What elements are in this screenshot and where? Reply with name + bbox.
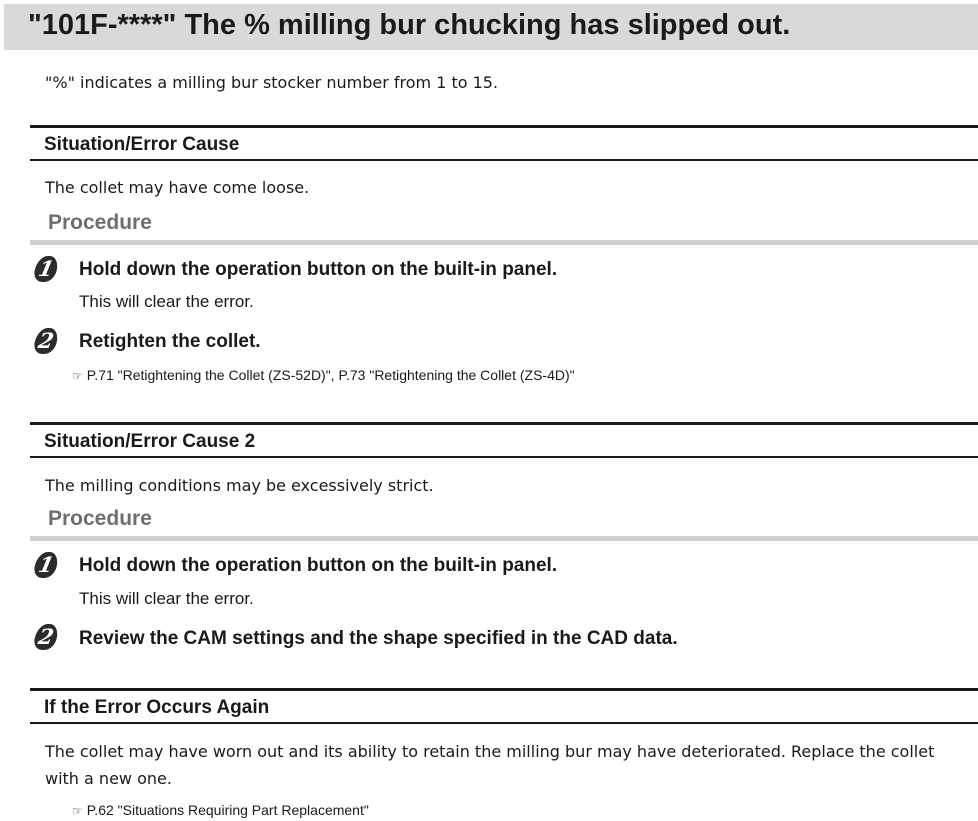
section-heading-text: If the Error Occurs Again xyxy=(44,697,270,718)
section-heading-cause-2 xyxy=(30,422,978,458)
section-heading-text: Situation/Error Cause xyxy=(44,134,240,155)
section-heading-text: Situation/Error Cause 2 xyxy=(44,431,256,452)
intro-note: "%" indicates a milling bur stocker number from 1 to 15. xyxy=(45,73,499,92)
step-title: Retighten the collet. xyxy=(79,331,261,352)
section-heading-cause-1 xyxy=(30,125,978,161)
step-title: Hold down the operation button on the built-in panel. xyxy=(79,555,558,576)
step-number-icon: 2 xyxy=(32,624,60,650)
recurrence-text: The collet may have worn out and its ability to retain the milling bur may have deteriorated. Replace the collet with a new one. xyxy=(45,742,935,788)
procedure-label: Procedure xyxy=(48,211,152,234)
procedure-rule xyxy=(30,536,978,541)
reference-link[interactable] xyxy=(72,802,369,818)
step-title: Review the CAM settings and the shape specified in the CAD data. xyxy=(79,628,678,649)
reference-link[interactable] xyxy=(72,367,575,383)
reference-text: P.71 "Retightening the Collet (ZS-52D)", P.73 "Retightening the Collet (ZS-4D)" xyxy=(86,367,575,383)
step-number-icon: 1 xyxy=(32,256,60,282)
pointing-hand-icon: ☞ xyxy=(72,804,83,818)
pointing-hand-icon: ☞ xyxy=(72,369,83,383)
cause-text: The collet may have come loose. xyxy=(45,178,310,197)
step-number-icon: 1 xyxy=(32,552,60,578)
reference-text: P.62 "Situations Requiring Part Replacement" xyxy=(86,802,369,818)
procedure-label: Procedure xyxy=(48,507,152,530)
step-description: This will clear the error. xyxy=(79,292,254,311)
section-heading-recurrence xyxy=(30,688,978,724)
step-title: Hold down the operation button on the built-in panel. xyxy=(79,259,558,280)
step-number-icon: 2 xyxy=(32,328,60,354)
procedure-rule xyxy=(30,240,978,245)
cause-text: The milling conditions may be excessively strict. xyxy=(45,476,434,495)
page-title: "101F-****" The % milling bur chucking has slipped out. xyxy=(28,9,791,41)
step-description: This will clear the error. xyxy=(79,589,254,608)
